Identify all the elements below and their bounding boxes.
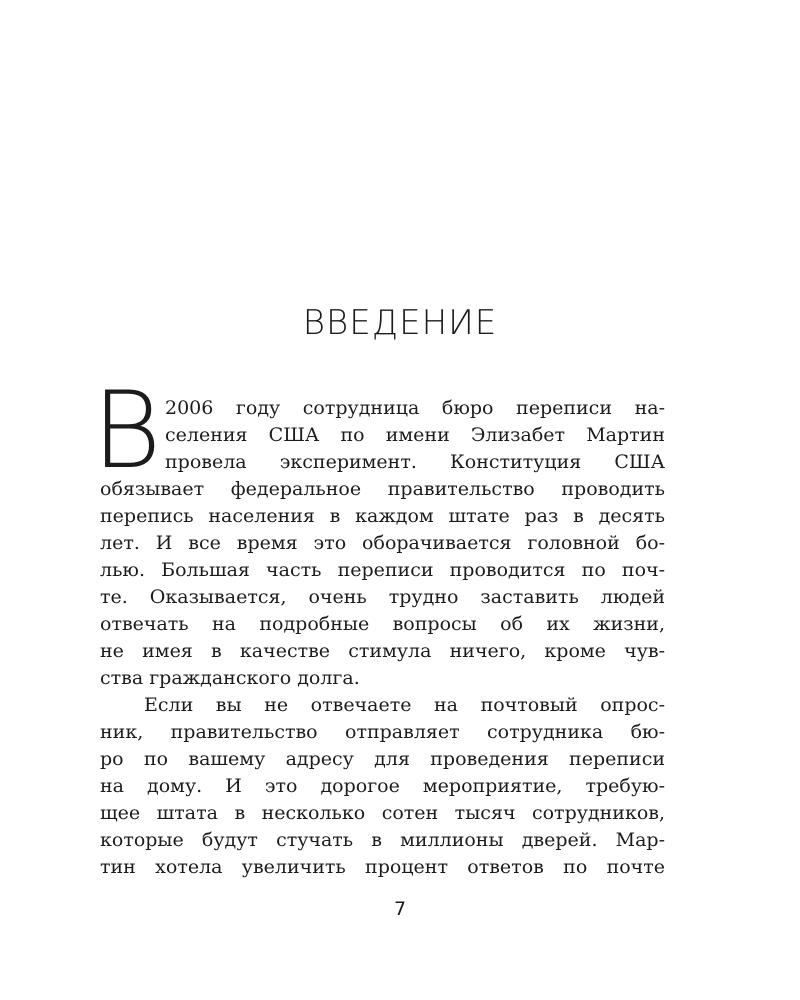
text-line: Если вы не отвечаете на почтовый опрос- (144, 694, 665, 716)
chapter-title: ВВЕДЕНИЕ (302, 302, 498, 343)
text-line: ник, правительство отправляет сотрудника бю- (100, 721, 665, 743)
text-line: щее штата в несколько сотен тысяч сотрудников, (100, 802, 665, 824)
text-line: те. Оказывается, очень трудно заставить людей (100, 586, 665, 608)
text-line: провела эксперимент. Конституция США (165, 451, 665, 473)
text-line: ства гражданского долга. (100, 667, 360, 689)
text-line: тин хотела увеличить процент ответов по почте (100, 856, 665, 878)
text-line: лью. Большая часть переписи проводится по поч- (100, 559, 665, 581)
text-line: обязывает федеральное правительство проводить (100, 478, 665, 500)
text-line: отвечать на подробные вопросы об их жизни, (100, 613, 665, 635)
text-line: которые будут стучать в миллионы дверей. Мар- (100, 829, 665, 851)
text-line: лет. И все время это оборачивается головной бо- (100, 532, 665, 554)
text-line: селения США по имени Элизабет Мартин (165, 424, 665, 446)
text-line: перепись населения в каждом штате раз в десять (100, 505, 665, 527)
page-number: 7 (393, 898, 407, 920)
text-line: ро по вашему адресу для проведения переписи (100, 748, 665, 770)
text-line: на дому. И это дорогое мероприятие, требую- (100, 775, 665, 797)
text-line: не имея в качестве стимула ничего, кроме чув- (100, 640, 665, 662)
text-line: 2006 году сотрудница бюро переписи на- (165, 397, 665, 419)
drop-cap: В (92, 369, 162, 492)
